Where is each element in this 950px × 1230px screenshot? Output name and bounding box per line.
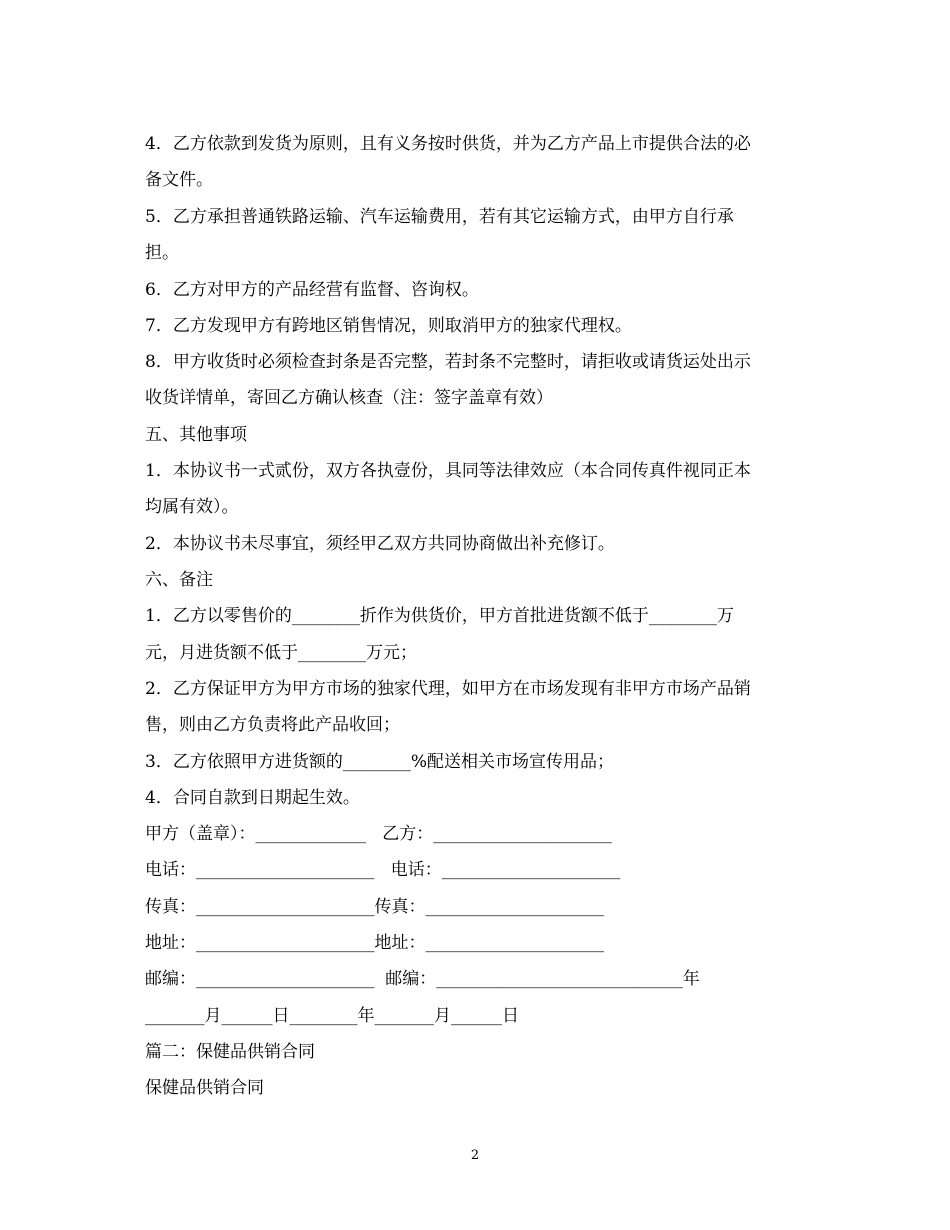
- other-item-1-line-2: 均属有效）。: [145, 497, 239, 517]
- clause-4-line-1: 4．乙方依款到发货为原则，且有义务按时供货，并为乙方产品上市提供合法的必: [145, 134, 751, 154]
- note-4: 4．合同自款到日期起生效。: [145, 788, 360, 808]
- clause-8-line-2: 收货详情单，寄回乙方确认核查（注：签字盖章有效）: [145, 388, 553, 408]
- fax-line: 传真：_____________________传真：_____________________: [145, 897, 604, 917]
- address-line: 地址：_____________________地址：_____________________: [145, 933, 604, 953]
- clause-8-line-1: 8．甲方收货时必须检查封条是否完整，若封条不完整时，请拒收或请货运处出示: [145, 352, 751, 372]
- phone-line: 电话：_____________________ 电话：_____________________: [145, 860, 621, 880]
- other-item-1-line-1: 1．本协议书一式贰份，双方各执壹份，具同等法律效应（本合同传真件视同正本: [145, 461, 751, 481]
- other-item-2: 2．本协议书未尽事宜，须经甲乙双方共同协商做出补充修订。: [145, 534, 615, 554]
- note-3: 3．乙方依照甲方进货额的________%配送相关市场宣传用品；: [145, 752, 614, 772]
- postcode-line: 邮编：_____________________ 邮编：_____________________________年: [145, 969, 700, 989]
- note-1-line-2: 元，月进货额不低于________万元；: [145, 643, 417, 663]
- clause-5-line-1: 5．乙方承担普通铁路运输、汽车运输费用，若有其它运输方式，由甲方自行承: [145, 207, 734, 227]
- signature-party-line: 甲方（盖章）：_____________ 乙方：_____________________: [145, 824, 612, 844]
- date-line: _______月______日________年_______月______日: [145, 1006, 519, 1026]
- page-number: 2: [470, 1148, 480, 1163]
- clause-5-line-2: 担。: [145, 243, 179, 263]
- section-6-heading: 六、备注: [145, 570, 213, 590]
- section-5-heading: 五、其他事项: [145, 425, 247, 445]
- clause-6: 6．乙方对甲方的产品经营有监督、咨询权。: [145, 280, 479, 300]
- clause-4-line-2: 备文件。: [145, 170, 213, 190]
- clause-7: 7．乙方发现甲方有跨地区销售情况，则取消甲方的独家代理权。: [145, 316, 632, 336]
- part-2-heading: 篇二：保健品供销合同: [145, 1042, 315, 1062]
- note-2-line-1: 2．乙方保证甲方为甲方市场的独家代理，如甲方在市场发现有非甲方市场产品销: [145, 679, 751, 699]
- note-2-line-2: 售，则由乙方负责将此产品收回；: [145, 715, 400, 735]
- note-1-line-1: 1．乙方以零售价的________折作为供货价，甲方首批进货额不低于________万: [145, 606, 734, 626]
- contract-title: 保健品供销合同: [145, 1078, 264, 1098]
